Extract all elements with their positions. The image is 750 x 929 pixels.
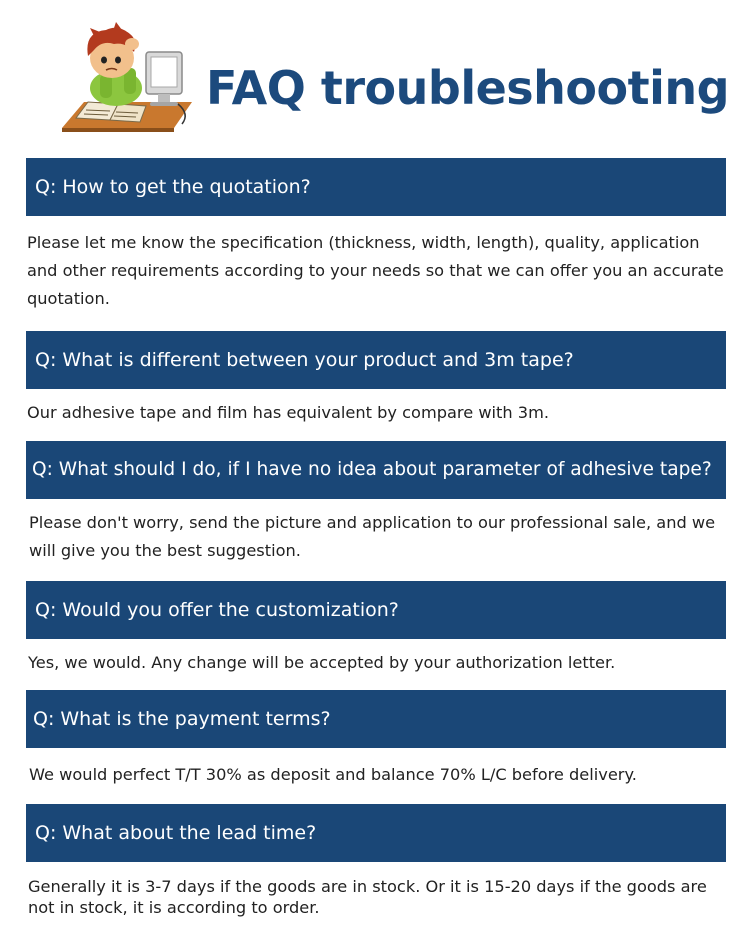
page-title: FAQ troubleshooting [206,61,730,115]
faq-answer-5: We would perfect T/T 30% as deposit and balance 70% L/C before delivery. [29,765,637,784]
faq-answer-4: Yes, we would. Any change will be accepted by your authorization letter. [28,653,616,672]
faq-question-3: Q: What should I do, if I have no idea about parameter of adhesive tape? [26,441,726,499]
faq-question-4: Q: Would you offer the customization? [26,581,726,639]
page-header [0,0,750,150]
faq-question-6: Q: What about the lead time? [26,804,726,862]
faq-question-2: Q: What is different between your product and 3m tape? [26,331,726,389]
faq-answer-1: Please let me know the specification (thickness, width, length), quality, application and other requirements according to your needs so that we can offer you an accurate quotation. [27,233,724,308]
faq-answer-6: Generally it is 3-7 days if the goods are in stock. Or it is 15-20 days if the goods are not in stock, it is according to order. [28,877,707,917]
faq-question-1: Q: How to get the quotation? [26,158,726,216]
thinking-student-icon [54,22,194,134]
faq-answer-3: Please don't worry, send the picture and application to our professional sale, and we will give you the best suggestion. [29,513,716,560]
faq-question-5: Q: What is the payment terms? [26,690,726,748]
faq-answer-2: Our adhesive tape and film has equivalent by compare with 3m. [27,403,550,422]
